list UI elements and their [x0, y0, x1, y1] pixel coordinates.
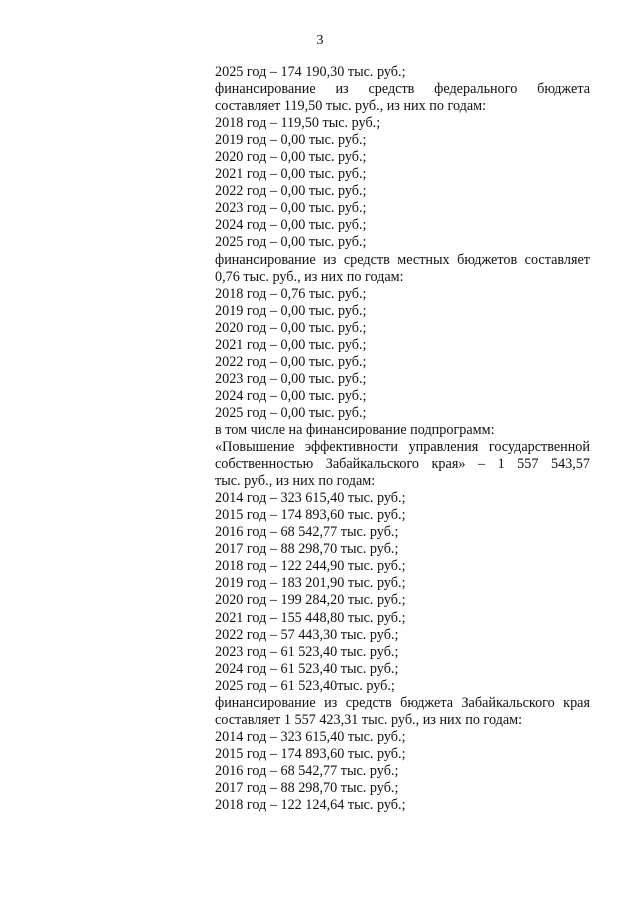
text-line: 2020 год – 0,00 тыс. руб.;: [215, 149, 367, 166]
text-line: 2024 год – 0,00 тыс. руб.;: [215, 217, 367, 234]
text-line: 2016 год – 68 542,77 тыс. руб.;: [215, 762, 399, 779]
text-line: 2021 год – 0,00 тыс. руб.;: [215, 166, 367, 183]
text-line: 2025 год – 174 190,30 тыс. руб.;: [215, 64, 406, 80]
document-body: [215, 64, 590, 814]
text-line: 0,76 тыс. руб., из них по годам:: [215, 268, 404, 285]
text-line: 2015 год – 174 893,60 тыс. руб.;: [215, 507, 406, 524]
text-line: 2021 год – 0,00 тыс. руб.;: [215, 336, 367, 353]
text-line: 2016 год – 68 542,77 тыс. руб.;: [215, 524, 399, 541]
text-line: «Повышение эффективности управления государственной: [215, 439, 590, 456]
text-line: 2025 год – 61 523,40тыс. руб.;: [215, 677, 395, 694]
text-line: 2018 год – 119,50 тыс. руб.;: [215, 115, 381, 132]
text-line: 2018 год – 122 244,90 тыс. руб.;: [215, 558, 406, 575]
text-line: 2019 год – 183 201,90 тыс. руб.;: [215, 575, 406, 592]
text-line: 2023 год – 0,00 тыс. руб.;: [215, 200, 367, 217]
text-line: 2025 год – 0,00 тыс. руб.;: [215, 404, 367, 421]
text-line: 2022 год – 57 443,30 тыс. руб.;: [215, 626, 399, 643]
text-line: 2017 год – 88 298,70 тыс. руб.;: [215, 779, 399, 796]
text-line: 2020 год – 199 284,20 тыс. руб.;: [215, 592, 406, 609]
text-line: 2014 год – 323 615,40 тыс. руб.;: [215, 490, 406, 507]
text-line: 2020 год – 0,00 тыс. руб.;: [215, 319, 367, 336]
text-line: 2023 год – 61 523,40 тыс. руб.;: [215, 643, 399, 660]
text-line: собственностью Забайкальского края» – 1 557 543,57: [215, 456, 590, 473]
text-line: финансирование из средств федерального бюджета: [215, 81, 590, 98]
text-line: 2024 год – 0,00 тыс. руб.;: [215, 387, 367, 404]
page-number: 3: [316, 33, 324, 48]
text-line: 2015 год – 174 893,60 тыс. руб.;: [215, 745, 406, 762]
text-line: 2019 год – 0,00 тыс. руб.;: [215, 132, 367, 149]
text-line: 2018 год – 0,76 тыс. руб.;: [215, 285, 367, 302]
text-line: финансирование из средств бюджета Забайкальского края: [215, 694, 590, 711]
text-line: 2017 год – 88 298,70 тыс. руб.;: [215, 541, 399, 558]
text-line: в том числе на финансирование подпрограмм:: [215, 421, 495, 438]
text-line: 2019 год – 0,00 тыс. руб.;: [215, 302, 367, 319]
text-line: 2025 год – 0,00 тыс. руб.;: [215, 234, 367, 251]
text-line: тыс. руб., из них по годам:: [215, 473, 376, 490]
text-line: 2021 год – 155 448,80 тыс. руб.;: [215, 609, 406, 626]
text-line: 2024 год – 61 523,40 тыс. руб.;: [215, 660, 399, 677]
text-line: 2014 год – 323 615,40 тыс. руб.;: [215, 728, 406, 745]
text-line: составляет 1 557 423,31 тыс. руб., из них по годам:: [215, 711, 523, 728]
text-line: 2022 год – 0,00 тыс. руб.;: [215, 183, 367, 200]
text-line: финансирование из средств местных бюджетов составляет: [215, 251, 590, 268]
text-line: 2018 год – 122 124,64 тыс. руб.;: [215, 797, 406, 814]
text-line: 2022 год – 0,00 тыс. руб.;: [215, 353, 367, 370]
text-line: составляет 119,50 тыс. руб., из них по годам:: [215, 98, 487, 115]
text-line: 2023 год – 0,00 тыс. руб.;: [215, 370, 367, 387]
